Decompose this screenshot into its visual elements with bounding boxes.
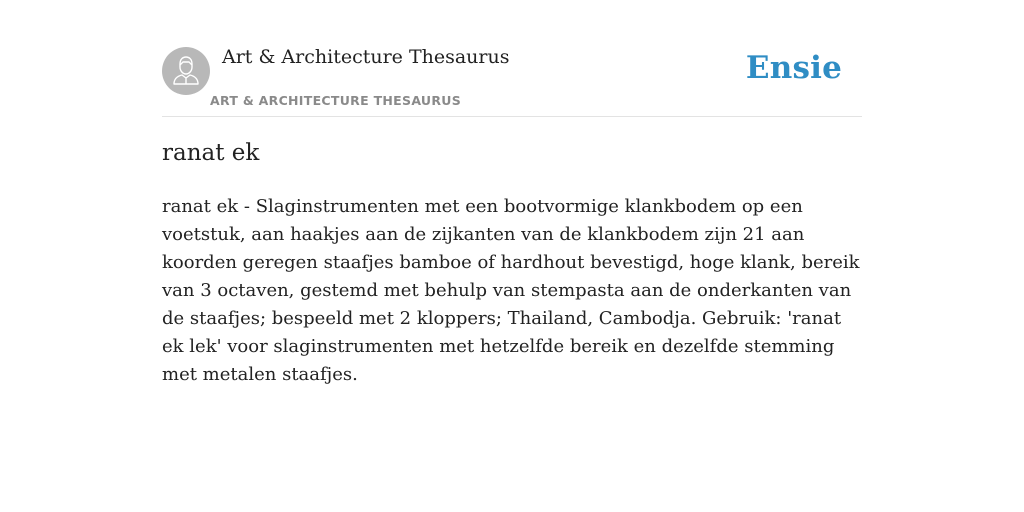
header xyxy=(162,46,862,117)
entry-definition: ranat ek - Slaginstrumenten met een bootvormige klankbodem op een voetstuk, aan haakjes aan de zijkanten van de klankbodem zijn 21 aan koorden geregen staafjes bamboe of hardhout bevestigd, hoge klank, bereik van 3 octaven, gestemd met behulp van stempasta aan de onderkanten van de staafjes; bespeeld met 2 kloppers; Thailand, Cambodja. Gebruik: 'ranat ek lek' voor slaginstrumenten met hetzelfde bereik en dezelfde stemming met metalen staafjes. xyxy=(162,196,860,385)
source-subtitle[interactable]: ART & ARCHITECTURE THESAURUS xyxy=(210,93,462,108)
brand-logo[interactable]: Ensie xyxy=(745,50,842,86)
source-title[interactable]: Art & Architecture Thesaurus xyxy=(222,46,510,68)
entry-term: ranat ek xyxy=(162,140,260,166)
avatar[interactable] xyxy=(162,47,210,95)
user-silhouette-icon xyxy=(162,47,210,95)
